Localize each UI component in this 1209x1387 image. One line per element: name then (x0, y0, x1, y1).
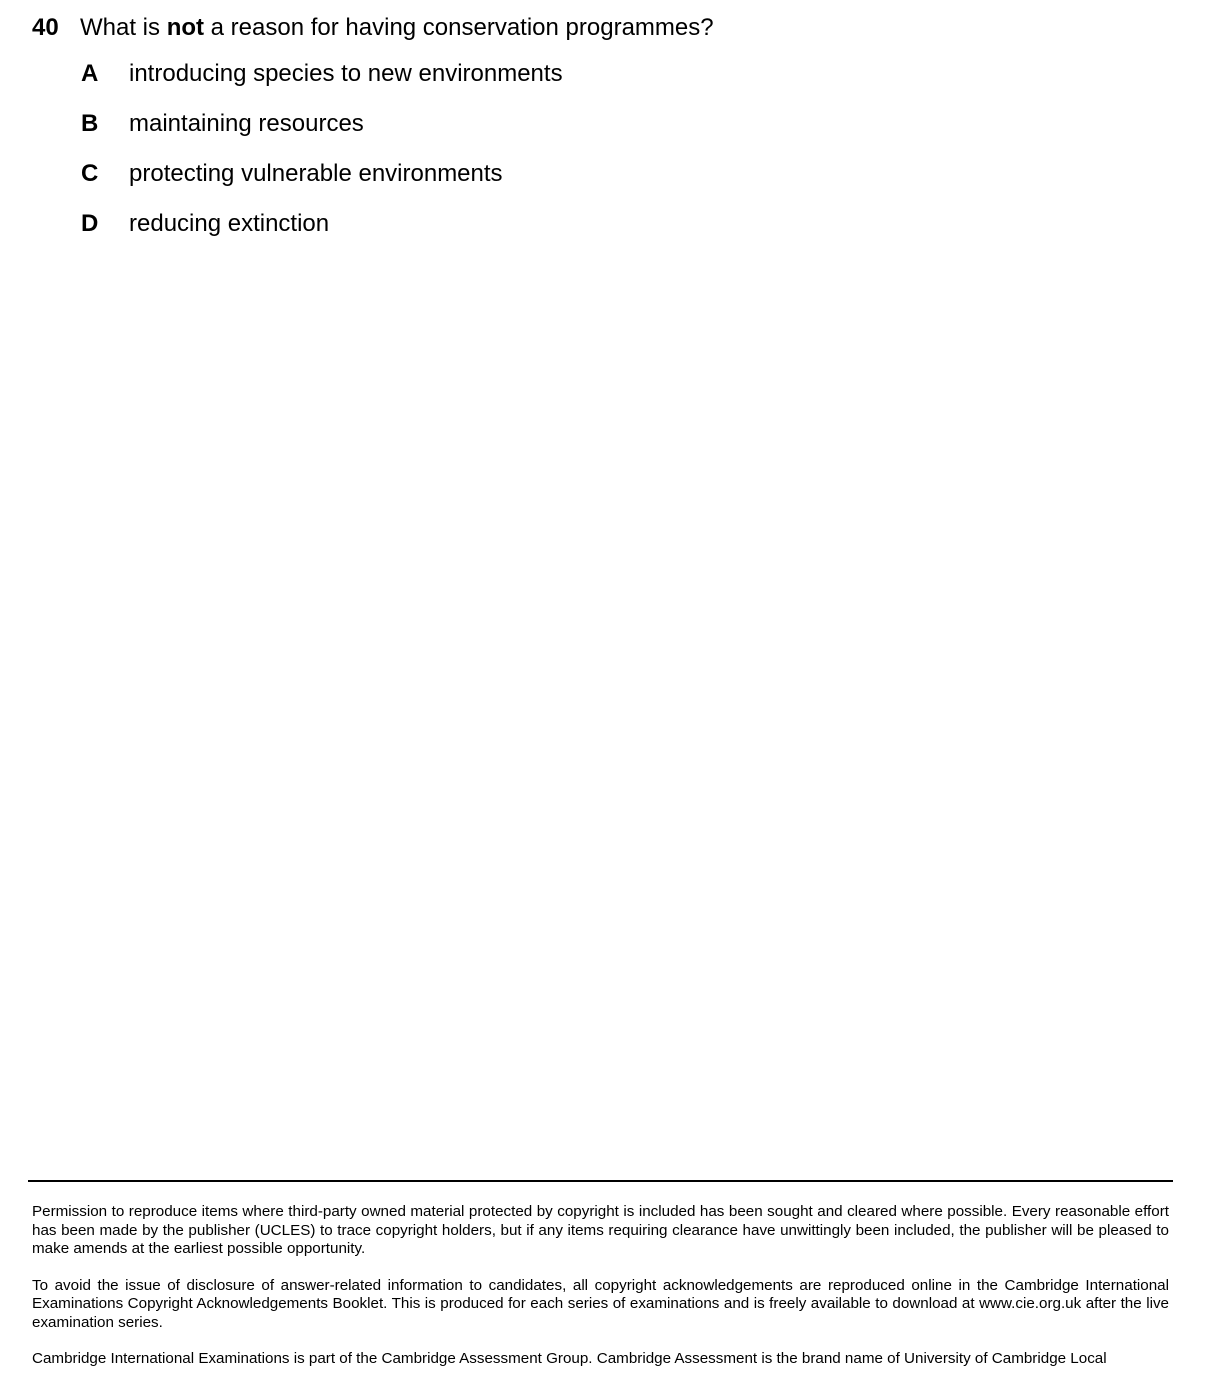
question-stem (32, 10, 1172, 46)
option-letter: A (81, 60, 99, 87)
option-b (32, 106, 1172, 156)
option-text: introducing species to new environments (129, 60, 563, 87)
option-text: protecting vulnerable environments (129, 160, 503, 187)
option-c (32, 156, 1172, 206)
question-text (80, 14, 714, 41)
answer-options (32, 56, 1172, 256)
question-text-after: a reason for having conservation programmes? (204, 14, 714, 41)
option-a (32, 56, 1172, 106)
footer-permission-paragraph: Permission to reproduce items where third-party owned material protected by copyright is included has been sought and cleared where possible. Every reasonable effort has been made by the publisher (UCLES) to trace copyright holders, but if any items requiring clearance have unwittingly been included, the publisher will be pleased to make amends at the earliest possible opportunity. (32, 1203, 1169, 1257)
option-letter: C (81, 160, 99, 187)
option-letter: D (81, 210, 99, 237)
footer-divider (28, 1180, 1173, 1182)
option-text: maintaining resources (129, 110, 364, 137)
footer-acknowledgements-paragraph: To avoid the issue of disclosure of answer-related information to candidates, all copyright acknowledgements are reproduced online in the Cambridge International Examinations Copyright Acknowledgements Booklet. This is produced for each series of examinations and is freely available to download at www.cie.org.uk after the live examination series. (32, 1276, 1169, 1331)
question-40 (32, 10, 1172, 256)
option-text: reducing extinction (129, 210, 330, 237)
question-text-before: What is (80, 14, 167, 41)
option-letter: B (81, 110, 99, 137)
footer-cambridge-paragraph: Cambridge International Examinations is part of the Cambridge Assessment Group. Cambridge Assessment is the brand name of University of Cambridge Local (32, 1350, 1107, 1367)
question-number: 40 (32, 14, 59, 41)
question-text-emphasis: not (166, 14, 204, 41)
option-d (32, 206, 1172, 256)
copyright-footer (32, 1203, 1169, 1387)
